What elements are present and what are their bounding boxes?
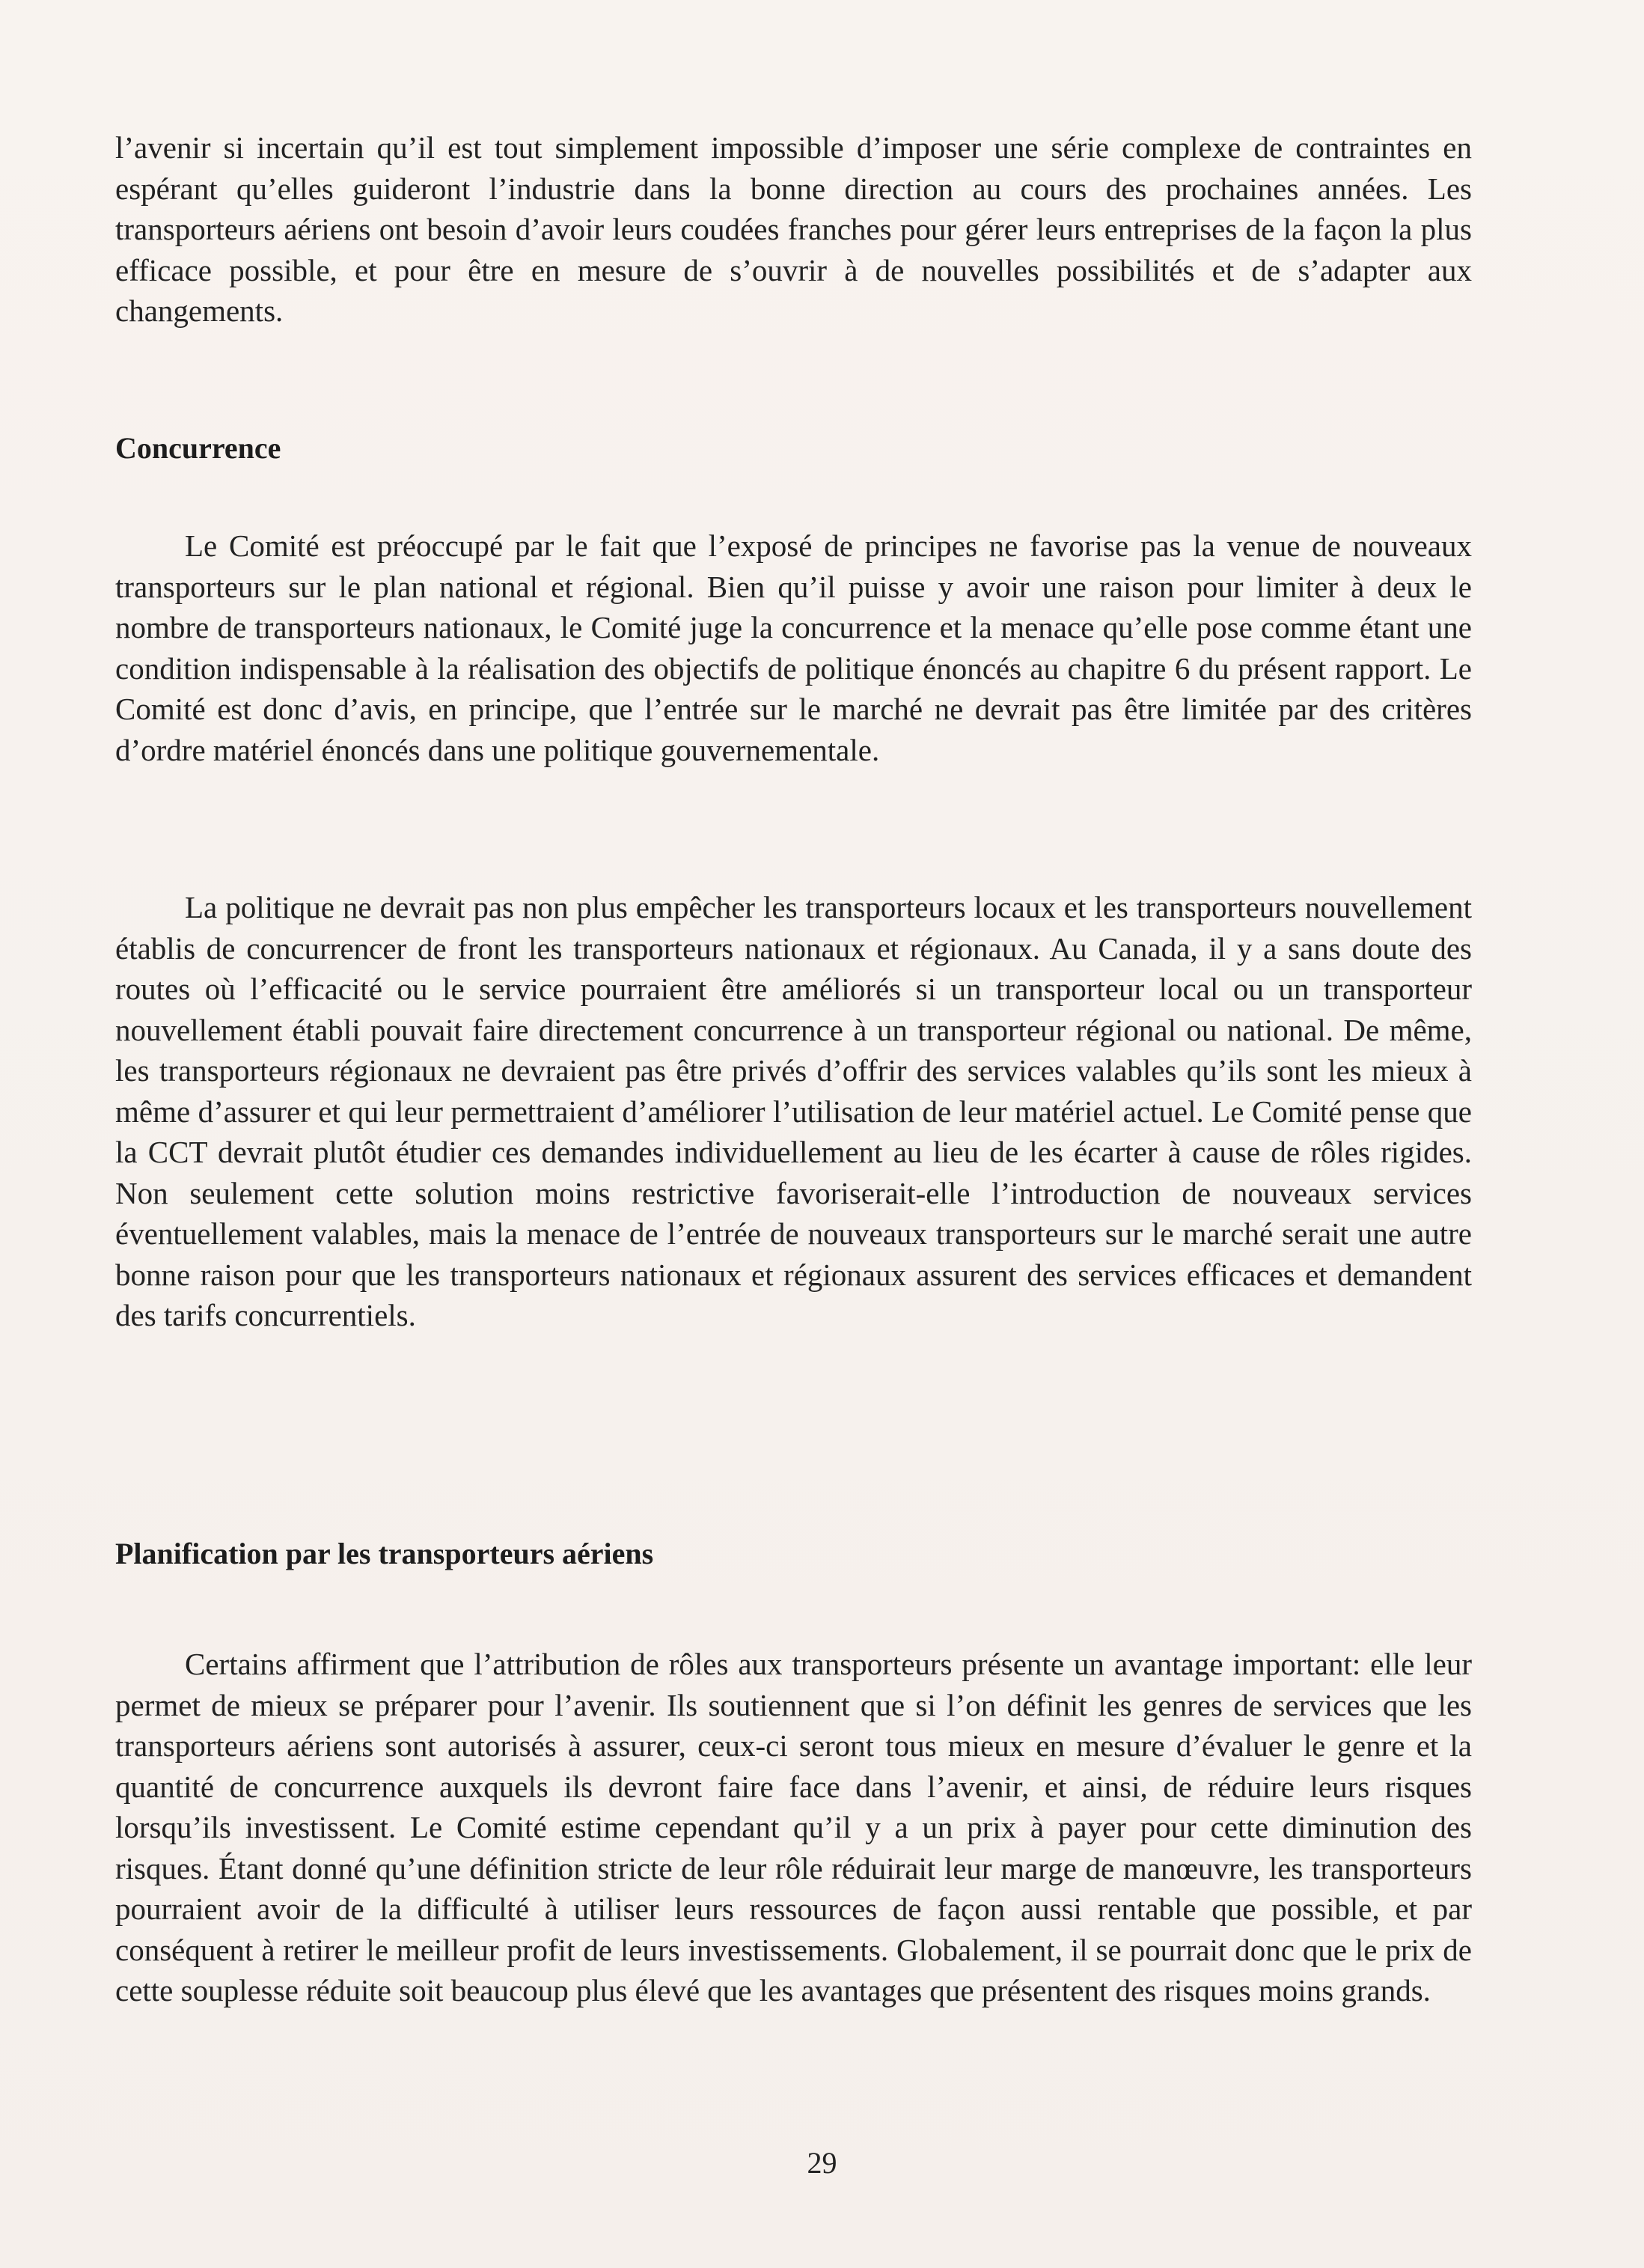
section-heading-concurrence: Concurrence bbox=[115, 431, 281, 465]
section-concurrence-heading-block bbox=[115, 430, 1472, 467]
section-concurrence-p2-block bbox=[115, 887, 1472, 1336]
section-planification-p1-block bbox=[115, 1644, 1472, 2011]
paragraph: Certains affirment que l’attribution de rôles aux transporteurs présente un avantage important: elle leur permet de mieux se préparer pour l’avenir. Ils soutiennent que si l’on définit les genres de services que les transporteurs aériens sont autorisés à assurer, ceux-ci seront tous mieux en mesure d’évaluer le genre et la quantité de concurrence auxquels ils devront faire face dans l’avenir, et ainsi, de réduire leurs risques lorsqu’ils investissent. Le Comité estime cependant qu’il y a un prix à payer pour cette diminution des risques. Étant donné qu’une définition stricte de leur rôle réduirait leur marge de manœuvre, les transporteurs pourraient avoir de la difficulté à utiliser leurs ressources de façon aussi rentable que possible, et par conséquent à retirer le meilleur profit de leurs investissements. Globalement, il se pourrait donc que le prix de cette souplesse réduite soit beaucoup plus élevé que les avantages que présentent des risques moins grands. bbox=[115, 1647, 1472, 2008]
section-planification-heading-block bbox=[115, 1535, 1472, 1573]
section-concurrence-p1-block bbox=[115, 525, 1472, 770]
intro-paragraph: l’avenir si incertain qu’il est tout simplement impossible d’imposer une série complexe de contraintes en espérant qu’elles guideront l’industrie dans la bonne direction au cours des prochaines années. Les transporteurs aériens ont besoin d’avoir leurs coudées franches pour gérer leurs entreprises de la façon la plus efficace possible, et pour être en mesure de s’ouvrir à de nouvelles possibilités et de s’adapter aux changements. bbox=[115, 130, 1472, 328]
paragraph: La politique ne devrait pas non plus empêcher les transporteurs locaux et les transporteurs nouvellement établis de concurrencer de front les transporteurs nationaux et régionaux. Au Canada, il y a sans doute des routes où l’efficacité ou le service pourraient être améliorés si un transporteur local ou un transporteur nouvellement établi pouvait faire directement concurrence à un transporteur régional ou national. De même, les transporteurs régionaux ne devraient pas être privés d’offrir des services valables qu’ils sont les mieux à même d’assurer et qui leur permettraient d’améliorer l’utilisation de leur matériel actuel. Le Comité pense que la CCT devrait plutôt étudier ces demandes individuellement au lieu de les écarter à cause de rôles rigides. Non seulement cette solution moins restrictive favoriserait-elle l’introduction de nouveaux services éventuellement valables, mais la menace de l’entrée de nouveaux transporteurs sur le marché serait une autre bonne raison pour que les transporteurs nationaux et régionaux assurent des services efficaces et demandent des tarifs concurrentiels. bbox=[115, 890, 1472, 1332]
intro-block bbox=[115, 127, 1472, 332]
paragraph: Le Comité est préoccupé par le fait que l’exposé de principes ne favorise pas la venue de nouveaux transporteurs sur le plan national et régional. Bien qu’il puisse y avoir une raison pour limiter à deux le nombre de transporteurs nationaux, le Comité juge la concurrence et la menace qu’elle pose comme étant une condition indispensable à la réalisation des objectifs de politique énoncés au chapitre 6 du présent rapport. Le Comité est donc d’avis, en principe, que l’entrée sur le marché ne devrait pas être limitée par des critères d’ordre matériel énoncés dans une politique gouvernementale. bbox=[115, 528, 1472, 767]
section-heading-planification: Planification par les transporteurs aériens bbox=[115, 1537, 654, 1570]
page-number: 29 bbox=[807, 2146, 837, 2180]
